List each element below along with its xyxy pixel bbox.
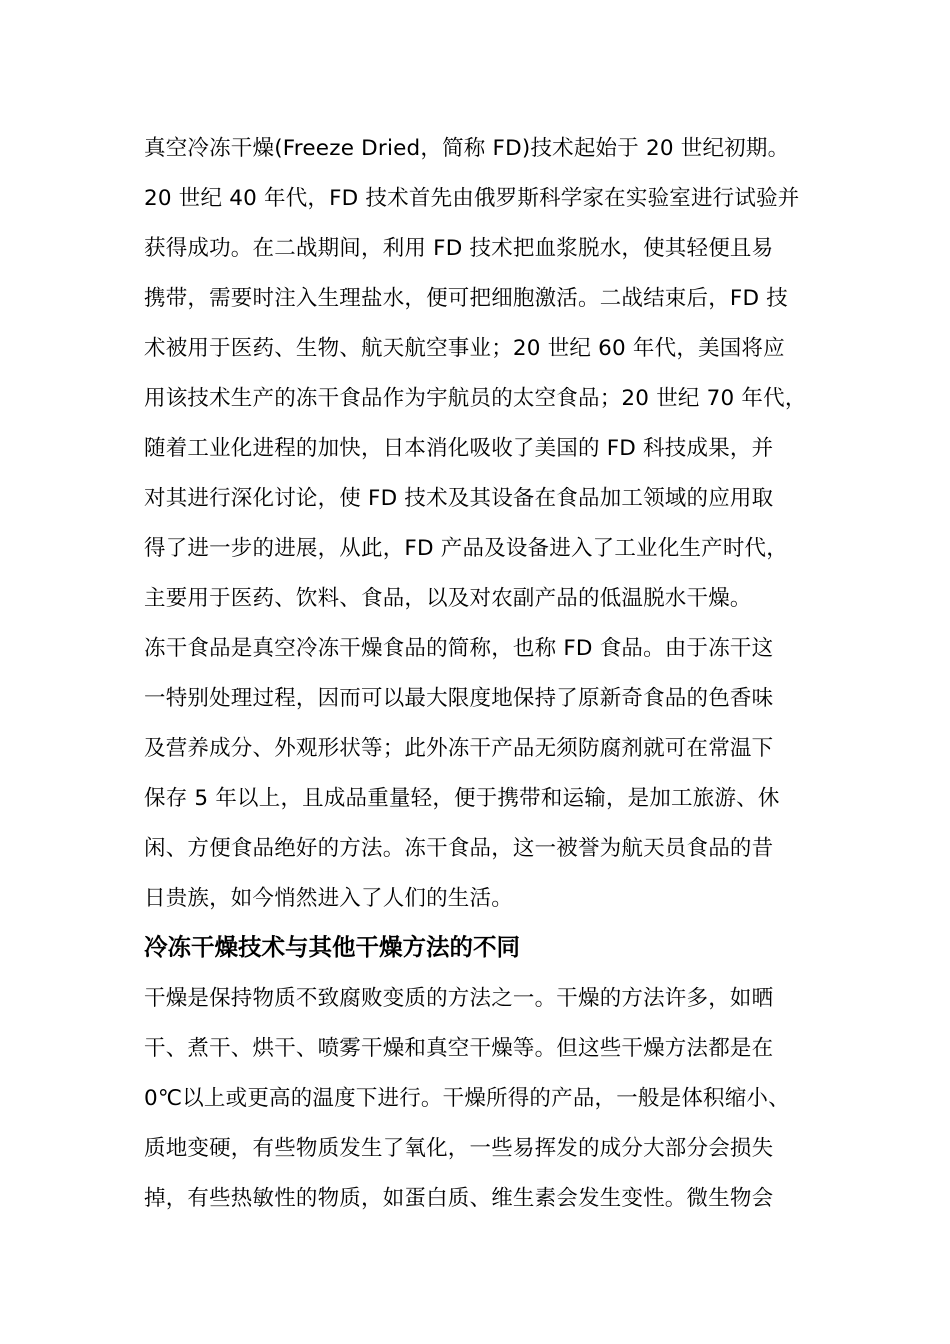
paragraph-3-line: 质地变硬，有些物质发生了氧化，一些易挥发的成分大部分会损失 bbox=[144, 1136, 774, 1161]
paragraph-1-line: 携带，需要时注入生理盐水，便可把细胞激活。二战结束后，FD 技 bbox=[144, 286, 788, 311]
paragraph-1-line: 获得成功。在二战期间，利用 FD 技术把血浆脱水，使其轻便且易 bbox=[144, 236, 774, 261]
section-heading: 冷冻干燥技术与其他干燥方法的不同 bbox=[144, 933, 520, 961]
paragraph-2-line: 及营养成分、外观形状等；此外冻干产品无须防腐剂就可在常温下 bbox=[144, 736, 774, 761]
paragraph-2-line: 日贵族，如今悄然进入了人们的生活。 bbox=[144, 886, 513, 911]
paragraph-2-line: 一特别处理过程，因而可以最大限度地保持了原新奇食品的色香味 bbox=[144, 686, 774, 711]
paragraph-3-line: 掉，有些热敏性的物质，如蛋白质、维生素会发生变性。微生物会 bbox=[144, 1186, 774, 1211]
paragraph-2-line: 保存 5 年以上，且成品重量轻，便于携带和运输，是加工旅游、休 bbox=[144, 786, 780, 811]
paragraph-1-line: 对其进行深化讨论，使 FD 技术及其设备在食品加工领域的应用取 bbox=[144, 486, 774, 511]
paragraph-2-line: 闲、方便食品绝好的方法。冻干食品，这一被誉为航天员食品的昔 bbox=[144, 836, 774, 861]
paragraph-3-line: 0℃以上或更高的温度下进行。干燥所得的产品，一般是体积缩小、 bbox=[144, 1086, 790, 1111]
paragraph-3-line: 干燥是保持物质不致腐败变质的方法之一。干燥的方法许多，如晒 bbox=[144, 986, 774, 1011]
paragraph-1-line: 20 世纪 40 年代，FD 技术首先由俄罗斯科学家在实验室进行试验并 bbox=[144, 186, 800, 211]
paragraph-1-line: 术被用于医药、生物、航天航空事业；20 世纪 60 年代，美国将应 bbox=[144, 336, 785, 361]
paragraph-1-line: 主要用于医药、饮料、食品，以及对农副产品的低温脱水干燥。 bbox=[144, 586, 752, 611]
paragraph-3-line: 干、煮干、烘干、喷雾干燥和真空干燥等。但这些干燥方法都是在 bbox=[144, 1036, 774, 1061]
paragraph-1-line: 用该技术生产的冻干食品作为宇航员的太空食品；20 世纪 70 年代， bbox=[144, 386, 807, 411]
paragraph-1-line: 随着工业化进程的加快，日本消化吸收了美国的 FD 科技成果，并 bbox=[144, 436, 774, 461]
paragraph-2-line: 冻干食品是真空冷冻干燥食品的简称，也称 FD 食品。由于冻干这 bbox=[144, 636, 774, 661]
paragraph-1-line: 得了进一步的进展，从此，FD 产品及设备进入了工业化生产时代， bbox=[144, 536, 788, 561]
paragraph-1-line: 真空冷冻干燥(Freeze Dried，简称 FD)技术起始于 20 世纪初期。 bbox=[144, 136, 790, 161]
